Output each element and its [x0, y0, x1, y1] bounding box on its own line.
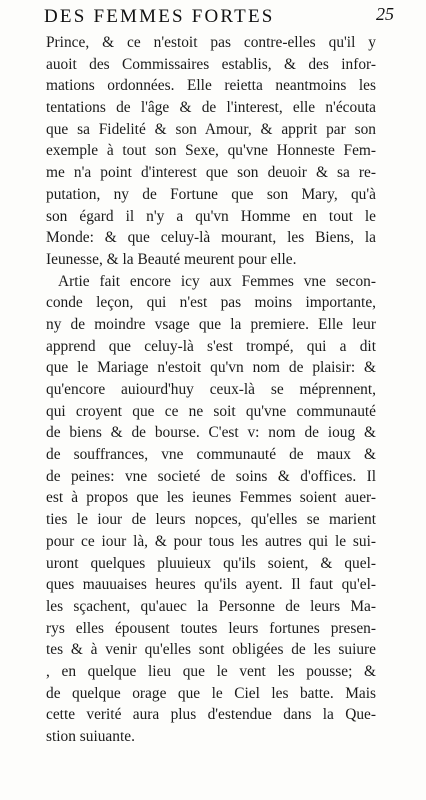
paragraph-1: [46, 32, 376, 271]
running-title: DES FEMMES FORTES: [44, 6, 275, 27]
text-line: est à propos que les ieunes Femmes soient auer-: [46, 489, 376, 507]
text-line: de biens & de bourse. C'est v: nom de ioug &: [46, 424, 376, 442]
running-head: [44, 4, 394, 32]
text-line: ques mauuaises heures qu'ils ayent. Il faut qu'el-: [46, 576, 376, 594]
text-line: tes & à venir qu'elles sont obligées de les suiure: [46, 641, 376, 659]
text-line: qu'encore auiourd'huy ceux-là se méprennent,: [46, 381, 376, 398]
text-line: pour ce iour là, & pour tous les autres qui le sui-: [46, 532, 376, 550]
text-line: Monde: & que celuy-là mourant, les Biens, la: [46, 229, 376, 247]
text-line: Ieunesse, & la Beauté meurent pour elle.: [46, 250, 297, 268]
text-line: de quelque orage que le Ciel les batte. Mais: [46, 684, 376, 702]
text-line: stion suiuante.: [46, 728, 135, 745]
text-line: putation, ny de Fortune que son Mary, qu'à: [46, 185, 376, 203]
text-line: les sçachent, qu'auec la Personne de leurs Ma-: [46, 597, 376, 615]
text-line: exemple à tout son Sexe, qu'vne Honneste Fem-: [46, 142, 376, 160]
text-line: de peines: vne societé de soins & d'offices. Il: [46, 467, 376, 485]
text-line: que sa Fidelité & son Amour, & apprit par son: [46, 120, 376, 138]
text-line: mations ordonnées. Elle reietta neantmoins les: [46, 77, 376, 95]
body-text: [46, 32, 376, 748]
paragraph-2: [46, 271, 376, 748]
text-line: conde leçon, qui n'est pas moins importante,: [46, 294, 376, 312]
text-line: Prince, & ce n'estoit pas contre-elles qu'il y: [46, 34, 376, 51]
text-line: rys elles épousent toutes leurs fortunes presen-: [46, 619, 376, 637]
text-line: qui croyent que ce ne soit qu'vne communauté: [46, 402, 376, 420]
page-number: 25: [376, 4, 394, 24]
text-line: auoit des Commissaires establis, & des infor-: [46, 55, 376, 73]
text-line: de souffrances, vne communauté de maux &: [46, 446, 376, 464]
text-line: ny de moindre vsage que la premiere. Elle leur: [46, 315, 376, 333]
text-line: apprend que celuy-là s'est trompé, qui a dit: [46, 337, 376, 355]
text-line: me n'a point d'interest que son deuoir & sa re-: [46, 164, 376, 182]
text-line: son égard il n'y a qu'vn Homme en tout le: [46, 207, 376, 225]
text-line: tentations de l'âge & de l'interest, elle n'écouta: [46, 99, 376, 117]
text-line: Artie fait encore icy aux Femmes vne secon-: [58, 272, 376, 290]
text-line: , en quelque lieu que le vent les pousse; &: [46, 662, 376, 680]
text-line: ties le iour de leurs nopces, qu'elles se marient: [46, 511, 376, 529]
text-line: que le Mariage n'estoit qu'vn nom de plaisir: &: [46, 359, 376, 377]
text-line: uront quelques pluuieux qu'ils soient, & quel-: [46, 554, 376, 572]
text-line: cette verité aura plus d'estendue dans la Que-: [46, 706, 376, 724]
